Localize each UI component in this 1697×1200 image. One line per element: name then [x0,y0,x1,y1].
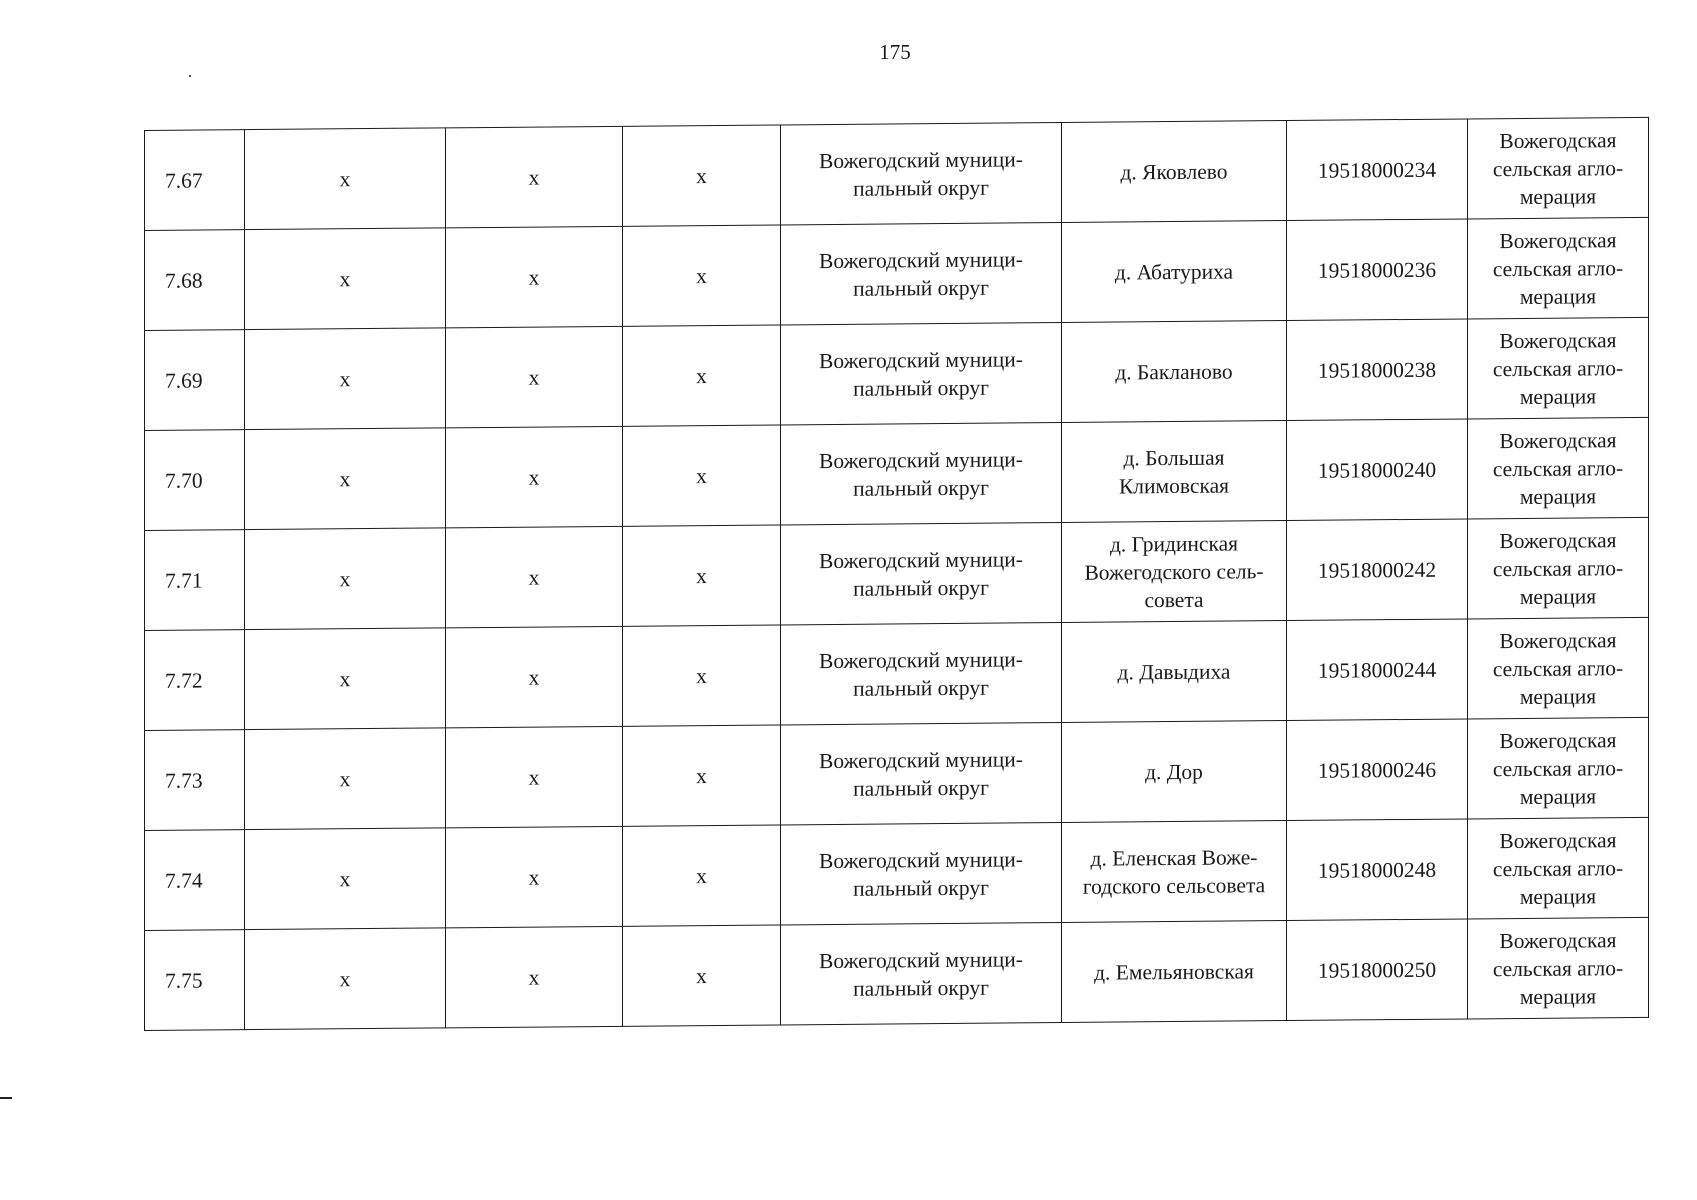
table-row [145,417,1649,530]
empty-marker-cell [446,826,623,928]
empty-marker-cell [623,325,781,426]
agglomeration-cell [1468,517,1649,619]
settlement-cell [1062,721,1287,823]
oktmo-code-cell [1287,919,1468,1021]
row-number-cell-text: 7.67 [165,167,203,193]
empty-marker-cell-text: x [339,566,351,591]
empty-marker-cell [245,128,446,230]
oktmo-code-cell [1287,119,1468,221]
agglomeration-cell [1468,917,1649,1019]
agglomeration-cell [1468,817,1649,919]
empty-marker-cell [245,728,446,830]
agglomeration-cell [1468,217,1649,319]
settlement-cell [1062,521,1287,623]
oktmo-code-cell [1287,719,1468,821]
empty-marker-cell [623,425,781,526]
empty-marker-cell [245,928,446,1030]
empty-marker-cell [446,226,623,328]
empty-marker-cell-text: x [696,563,707,588]
table-body [145,117,1649,1030]
row-number-cell [145,130,245,231]
empty-marker-cell [245,328,446,430]
row-number-cell [145,730,245,831]
oktmo-code-cell [1287,519,1468,621]
district-cell [781,222,1062,324]
oktmo-code-cell-text: 19518000248 [1317,857,1437,883]
row-number-cell [145,930,245,1031]
empty-marker-cell-text: x [696,663,707,688]
row-number-cell [145,830,245,931]
district-cell-text: Вожегодский муници- пальный округ [819,246,1023,301]
agglomeration-cell [1468,417,1649,519]
settlement-cell-text: д. Давыдиха [1117,659,1231,685]
district-cell-text: Вожегодский муници- пальный округ [819,646,1023,701]
table-row [145,617,1649,730]
empty-marker-cell-text: x [339,466,351,491]
settlement-cell-text: д. Гридинская Вожегодского сель- совета [1084,530,1264,612]
page-number: 175 [879,40,911,64]
settlement-cell [1062,221,1287,323]
oktmo-code-cell [1287,619,1468,721]
district-cell-text: Вожегодский муници- пальный округ [819,146,1023,201]
row-number-cell-text: 7.71 [165,567,203,593]
empty-marker-cell-text: x [696,763,707,788]
oktmo-code-cell-text: 19518000242 [1317,557,1437,583]
register-table-container [144,117,1648,1031]
empty-marker-cell [623,625,781,726]
table-row [145,117,1649,230]
empty-marker-cell-text: x [528,365,540,390]
oktmo-code-cell-text: 19518000250 [1317,957,1437,983]
district-cell-text: Вожегодский муници- пальный округ [819,846,1023,901]
district-cell-text: Вожегодский муници- пальный округ [819,746,1023,801]
district-cell [781,722,1062,824]
table-row [145,317,1649,430]
row-number-cell-text: 7.73 [165,767,203,793]
district-cell [781,522,1062,624]
district-cell [781,622,1062,724]
settlement-cell-text: д. Абатуриха [1114,258,1234,285]
district-cell [781,422,1062,524]
empty-marker-cell [446,426,623,528]
agglomeration-cell-text: Вожегодская сельская агло- мерация [1492,627,1624,709]
oktmo-code-cell-text: 19518000244 [1317,657,1437,683]
empty-marker-cell-text: x [339,666,351,691]
empty-marker-cell-text: x [696,363,707,388]
agglomeration-cell-text: Вожегодская сельская агло- мерация [1492,927,1624,1009]
register-table [144,117,1649,1031]
row-number-cell [145,330,245,431]
empty-marker-cell-text: x [696,963,707,988]
row-number-cell-text: 7.69 [165,367,203,393]
oktmo-code-cell-text: 19518000236 [1317,257,1437,283]
oktmo-code-cell-text: 19518000238 [1317,357,1437,383]
empty-marker-cell-text: x [528,765,540,790]
table-row [145,717,1649,830]
district-cell [781,122,1062,224]
empty-marker-cell-text: x [339,266,351,291]
empty-marker-cell-text: x [339,366,351,391]
empty-marker-cell [623,225,781,326]
empty-marker-cell [245,228,446,330]
empty-marker-cell-text: x [528,965,540,990]
empty-marker-cell [245,428,446,530]
empty-marker-cell [446,126,623,228]
agglomeration-cell [1468,717,1649,819]
settlement-cell [1062,821,1287,923]
row-number-cell-text: 7.72 [165,667,203,693]
empty-marker-cell-text: x [339,866,351,891]
district-cell-text: Вожегодский муници- пальный округ [819,546,1023,601]
empty-marker-cell-text: x [528,865,540,890]
settlement-cell-text: д. Большая Климовская [1118,445,1230,498]
settlement-cell [1062,321,1287,423]
empty-marker-cell-text: x [696,163,707,188]
empty-marker-cell [245,628,446,730]
empty-marker-cell [623,825,781,926]
scan-artifact-dot [189,75,191,77]
settlement-cell-text: д. Емельяновская [1094,958,1254,985]
row-number-cell [145,530,245,631]
agglomeration-cell-text: Вожегодская сельская агло- мерация [1492,527,1624,609]
empty-marker-cell-text: x [696,463,707,488]
settlement-cell [1062,421,1287,523]
oktmo-code-cell-text: 19518000234 [1317,157,1437,183]
settlement-cell-text: д. Яковлево [1120,159,1228,184]
empty-marker-cell [446,626,623,728]
scan-artifact-dash [0,1097,12,1099]
empty-marker-cell-text: x [696,863,707,888]
empty-marker-cell [623,925,781,1026]
empty-marker-cell [245,528,446,630]
oktmo-code-cell [1287,219,1468,321]
settlement-cell-text: д. Дор [1145,759,1203,784]
settlement-cell [1062,621,1287,723]
settlement-cell [1062,121,1287,223]
district-cell-text: Вожегодский муници- пальный округ [819,446,1023,501]
oktmo-code-cell [1287,819,1468,921]
district-cell-text: Вожегодский муници- пальный округ [819,946,1023,1001]
empty-marker-cell-text: x [339,766,351,791]
table-row [145,517,1649,630]
oktmo-code-cell [1287,419,1468,521]
settlement-cell-text: д. Еленская Воже- годского сельсовета [1082,844,1266,899]
district-cell [781,922,1062,1024]
row-number-cell-text: 7.70 [165,467,203,493]
row-number-cell-text: 7.75 [165,967,203,993]
district-cell-text: Вожегодский муници- пальный округ [819,346,1023,401]
empty-marker-cell-text: x [339,966,351,991]
oktmo-code-cell [1287,319,1468,421]
empty-marker-cell-text: x [528,565,540,590]
oktmo-code-cell-text: 19518000246 [1317,757,1437,783]
row-number-cell-text: 7.74 [165,867,203,893]
row-number-cell-text: 7.68 [165,267,203,293]
agglomeration-cell-text: Вожегодская сельская агло- мерация [1492,227,1624,309]
table-row [145,917,1649,1030]
settlement-cell [1062,921,1287,1023]
oktmo-code-cell-text: 19518000240 [1317,457,1437,483]
agglomeration-cell-text: Вожегодская сельская агло- мерация [1492,727,1624,809]
empty-marker-cell [623,725,781,826]
empty-marker-cell-text: x [528,465,540,490]
agglomeration-cell [1468,617,1649,719]
empty-marker-cell-text: x [528,165,540,190]
empty-marker-cell-text: x [528,665,540,690]
district-cell [781,822,1062,924]
district-cell [781,322,1062,424]
empty-marker-cell-text: x [339,166,351,191]
agglomeration-cell-text: Вожегодская сельская агло- мерация [1492,427,1624,509]
empty-marker-cell-text: x [696,263,707,288]
row-number-cell [145,230,245,331]
agglomeration-cell [1468,117,1649,219]
settlement-cell-text: д. Бакланово [1115,358,1233,385]
empty-marker-cell [245,828,446,930]
row-number-cell [145,630,245,731]
empty-marker-cell [446,326,623,428]
empty-marker-cell [446,526,623,628]
table-row [145,817,1649,930]
empty-marker-cell [623,525,781,626]
empty-marker-cell [446,926,623,1028]
empty-marker-cell [446,726,623,828]
row-number-cell [145,430,245,531]
table-row [145,217,1649,330]
agglomeration-cell-text: Вожегодская сельская агло- мерация [1492,127,1624,209]
empty-marker-cell-text: x [528,265,540,290]
empty-marker-cell [623,125,781,226]
agglomeration-cell [1468,317,1649,419]
agglomeration-cell-text: Вожегодская сельская агло- мерация [1492,827,1624,909]
agglomeration-cell-text: Вожегодская сельская агло- мерация [1492,327,1624,409]
